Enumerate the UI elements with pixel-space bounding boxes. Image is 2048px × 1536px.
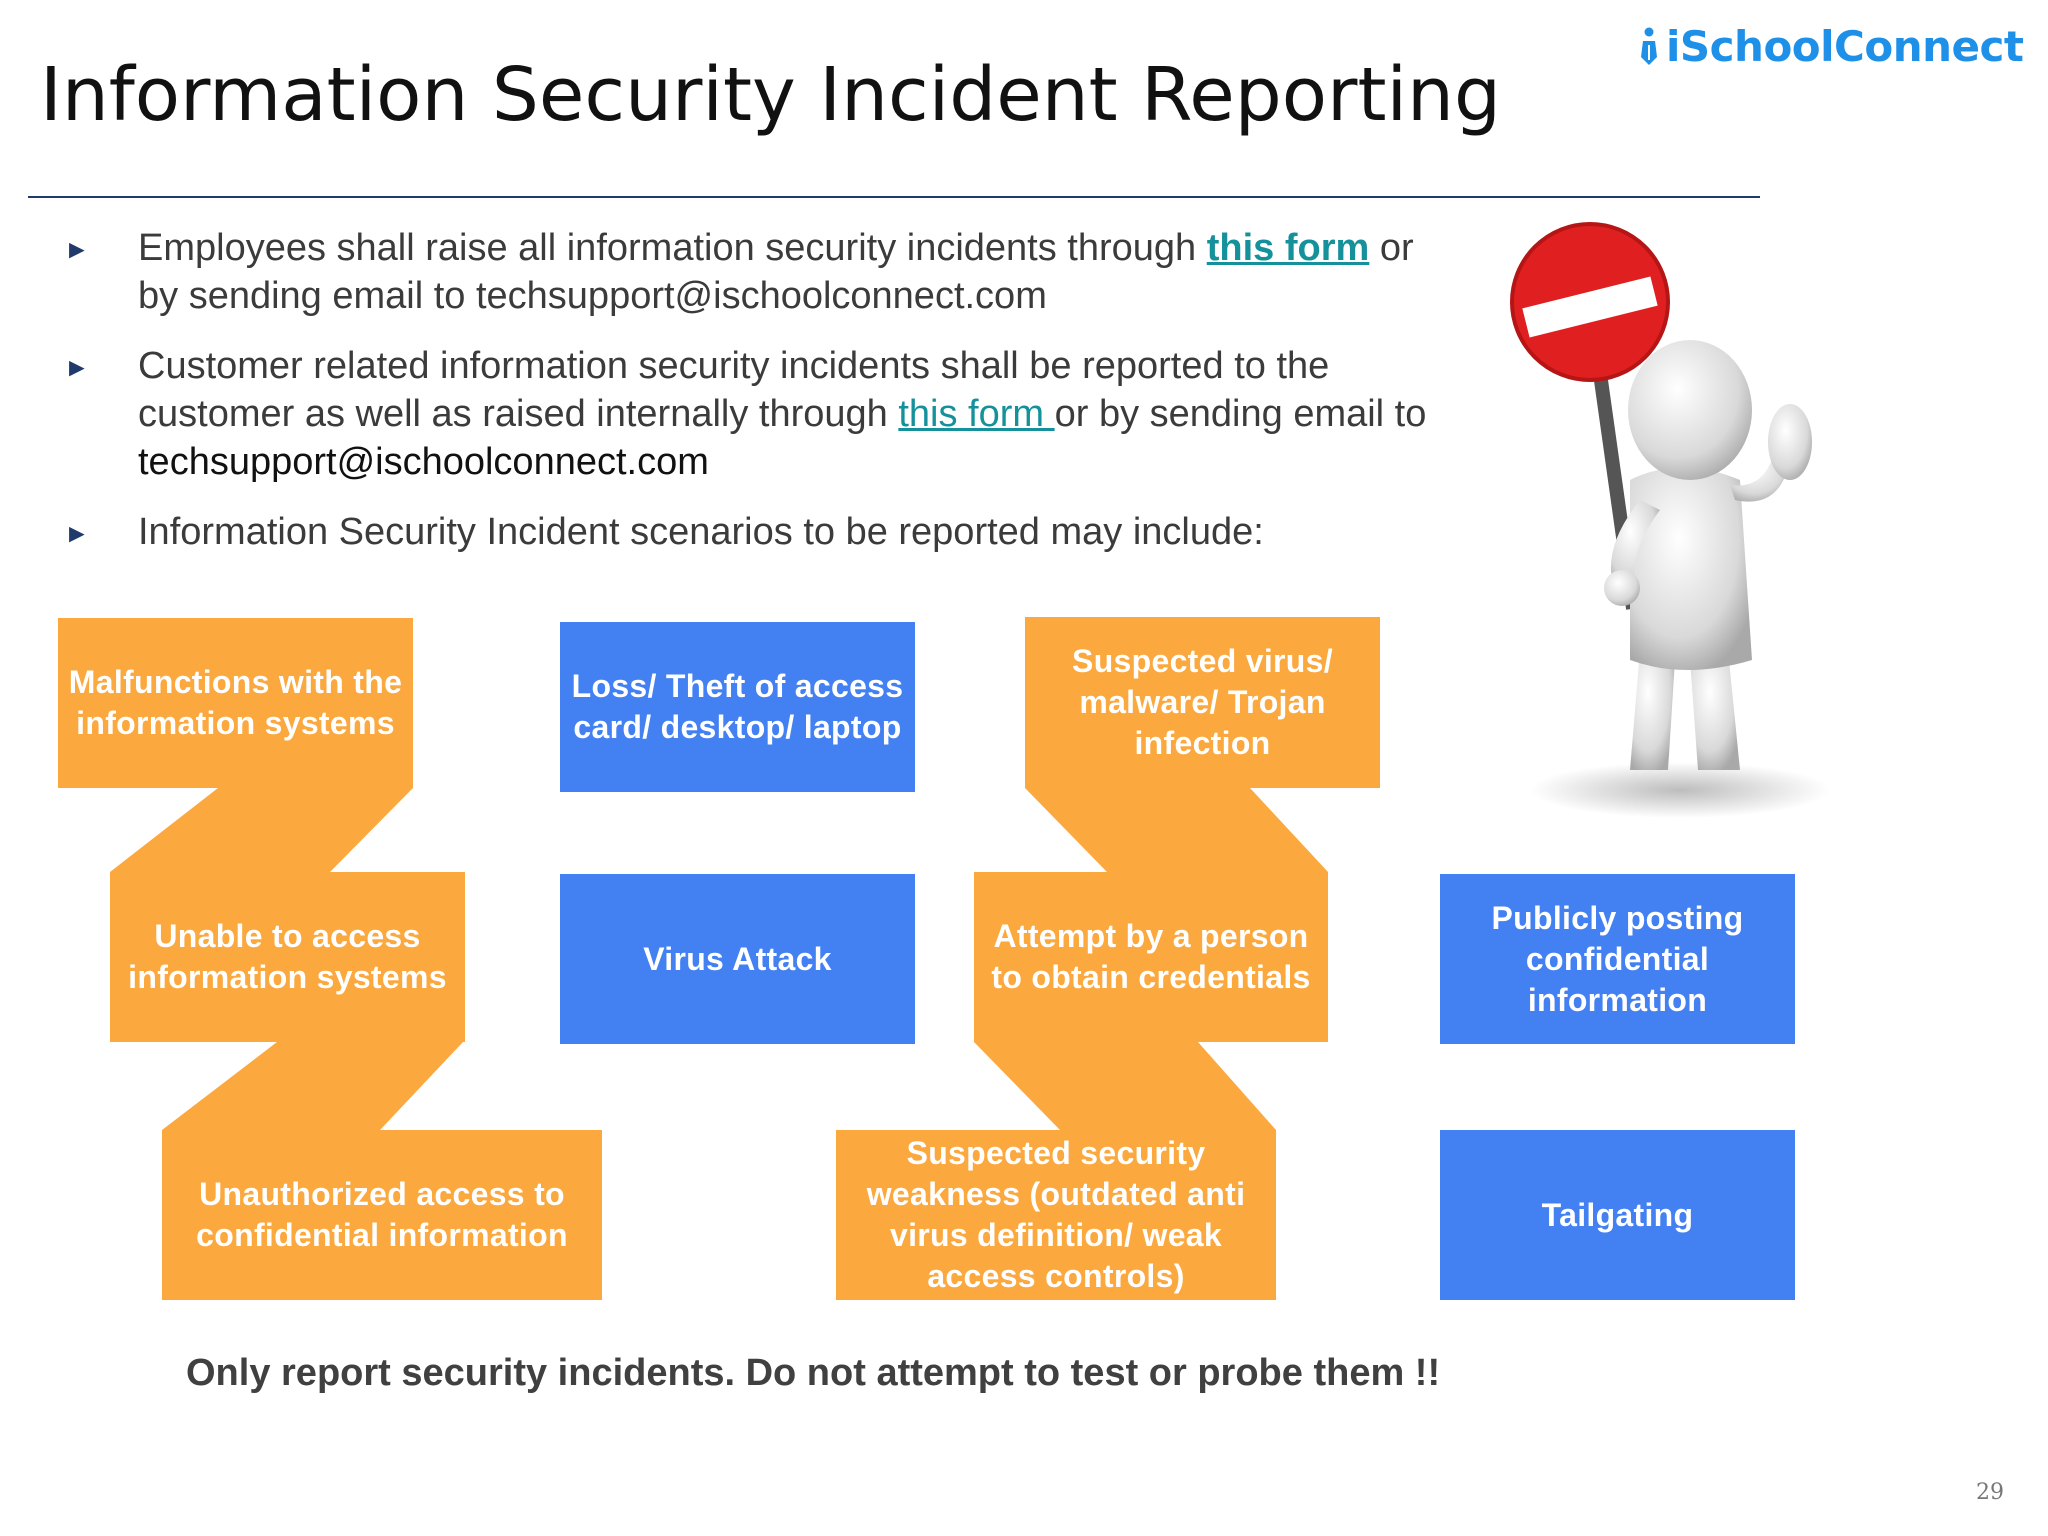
scenario-unauthorized-access: Unauthorized access to confidential information [162, 1130, 602, 1300]
connector-shape [110, 788, 413, 872]
stop-sign-figure-icon [1490, 210, 1870, 830]
scenario-loss-theft: Loss/ Theft of access card/ desktop/ laptop [560, 622, 915, 792]
bullet-text-part: Employees shall raise all information security incidents through [138, 227, 1207, 269]
bullet-text-part: Customer related information security incidents shall be reported to the customer as well as raised internally through [138, 345, 1330, 435]
logo-text: iSchoolConnect [1666, 22, 2024, 71]
scenario-unable-access: Unable to access information systems [110, 872, 465, 1042]
triangle-bullet-icon: ► [64, 352, 90, 382]
scenario-credentials-attempt: Attempt by a person to obtain credentials [974, 872, 1328, 1042]
warning-note: Only report security incidents. Do not attempt to test or probe them !! [186, 1352, 1441, 1394]
scenario-suspected-virus: Suspected virus/ malware/ Trojan infection [1025, 617, 1380, 788]
connector-shape [1025, 788, 1328, 872]
form-link[interactable]: this form [898, 393, 1055, 435]
bullet-text: Information Security Incident scenarios to be reported may include: [138, 511, 1264, 553]
scenario-publicly-posting: Publicly posting confidential information [1440, 874, 1795, 1044]
bullet-text-part: or by sending email to techsupport@ischoolconnect.com [138, 227, 1414, 317]
scenario-malfunctions: Malfunctions with the information systems [58, 618, 413, 788]
connector-shape [162, 1042, 463, 1130]
triangle-bullet-icon: ► [64, 518, 90, 548]
bullet-text-part: or by sending email to [1054, 393, 1427, 435]
page-title: Information Security Incident Reporting [40, 52, 1501, 138]
triangle-bullet-icon: ► [64, 234, 90, 264]
scenario-security-weakness: Suspected security weakness (outdated anti virus definition/ weak access controls) [836, 1130, 1276, 1300]
form-link[interactable]: this form [1206, 227, 1370, 269]
support-email: techsupport@ischoolconnect.com [138, 441, 709, 483]
scenario-virus-attack: Virus Attack [560, 874, 915, 1044]
page-number: 29 [1976, 1480, 2004, 1505]
connector-shape [974, 1042, 1276, 1130]
scenario-tailgating: Tailgating [1440, 1130, 1795, 1300]
